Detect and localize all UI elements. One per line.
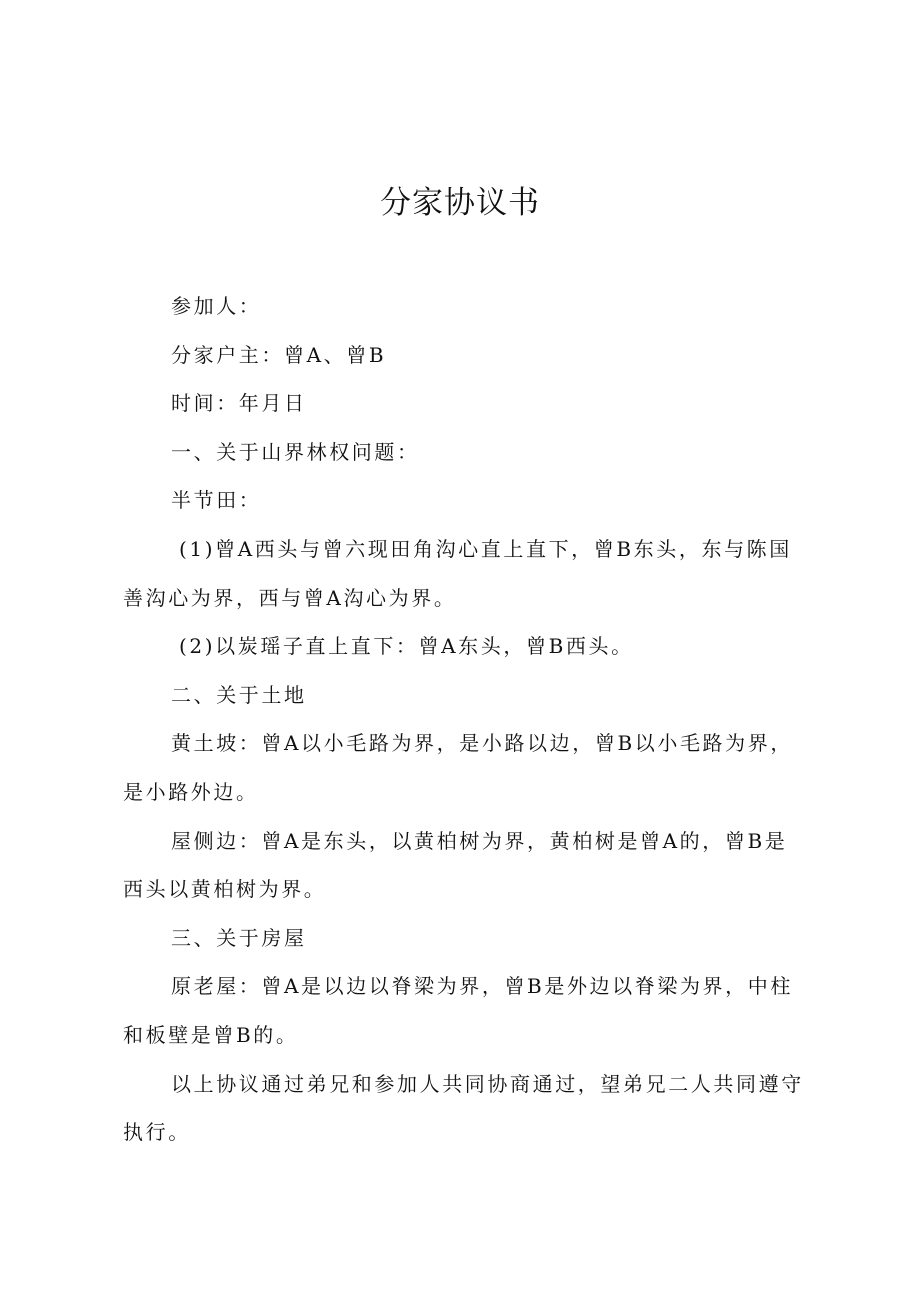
document-body — [123, 282, 809, 1157]
household-heads-line: 分家户主：曾A、曾B — [171, 342, 387, 367]
document-title: 分家协议书 — [380, 185, 540, 221]
section-heading-mountain-forest: 一、关于山界林权问题： — [171, 439, 420, 464]
section-heading-land: 二、关于土地 — [171, 682, 307, 707]
date-line: 时间：年月日 — [171, 391, 307, 416]
paragraph-old-house: 原老屋：曾A是以边以脊梁为界，曾B是外边以脊梁为界，中柱和板壁是曾B的。 — [123, 974, 793, 1047]
clause-1: (1)曾A西头与曾六现田角沟心直上直下，曾B东头，东与陈国善沟心为界，西与曾A沟心为界。 — [123, 536, 792, 610]
subheading-banjietian: 半节田： — [171, 488, 262, 513]
clause-2: (2)以炭瑶子直上直下：曾A东头，曾B西头。 — [179, 634, 634, 659]
paragraph-huangtupo: 黄土坡：曾A以小毛路为界，是小路以边，曾B以小毛路为界，是小路外边。 — [123, 731, 793, 804]
closing-paragraph: 以上协议通过弟兄和参加人共同协商通过，望弟兄二人共同遵守执行。 — [123, 1071, 804, 1145]
section-heading-house: 三、关于房屋 — [171, 925, 307, 950]
participants-line: 参加人： — [171, 294, 262, 318]
paragraph-wucebian: 屋侧边：曾A是东头，以黄柏树为界，黄柏树是曾A的，曾B是西头以黄柏树为界。 — [123, 828, 788, 902]
